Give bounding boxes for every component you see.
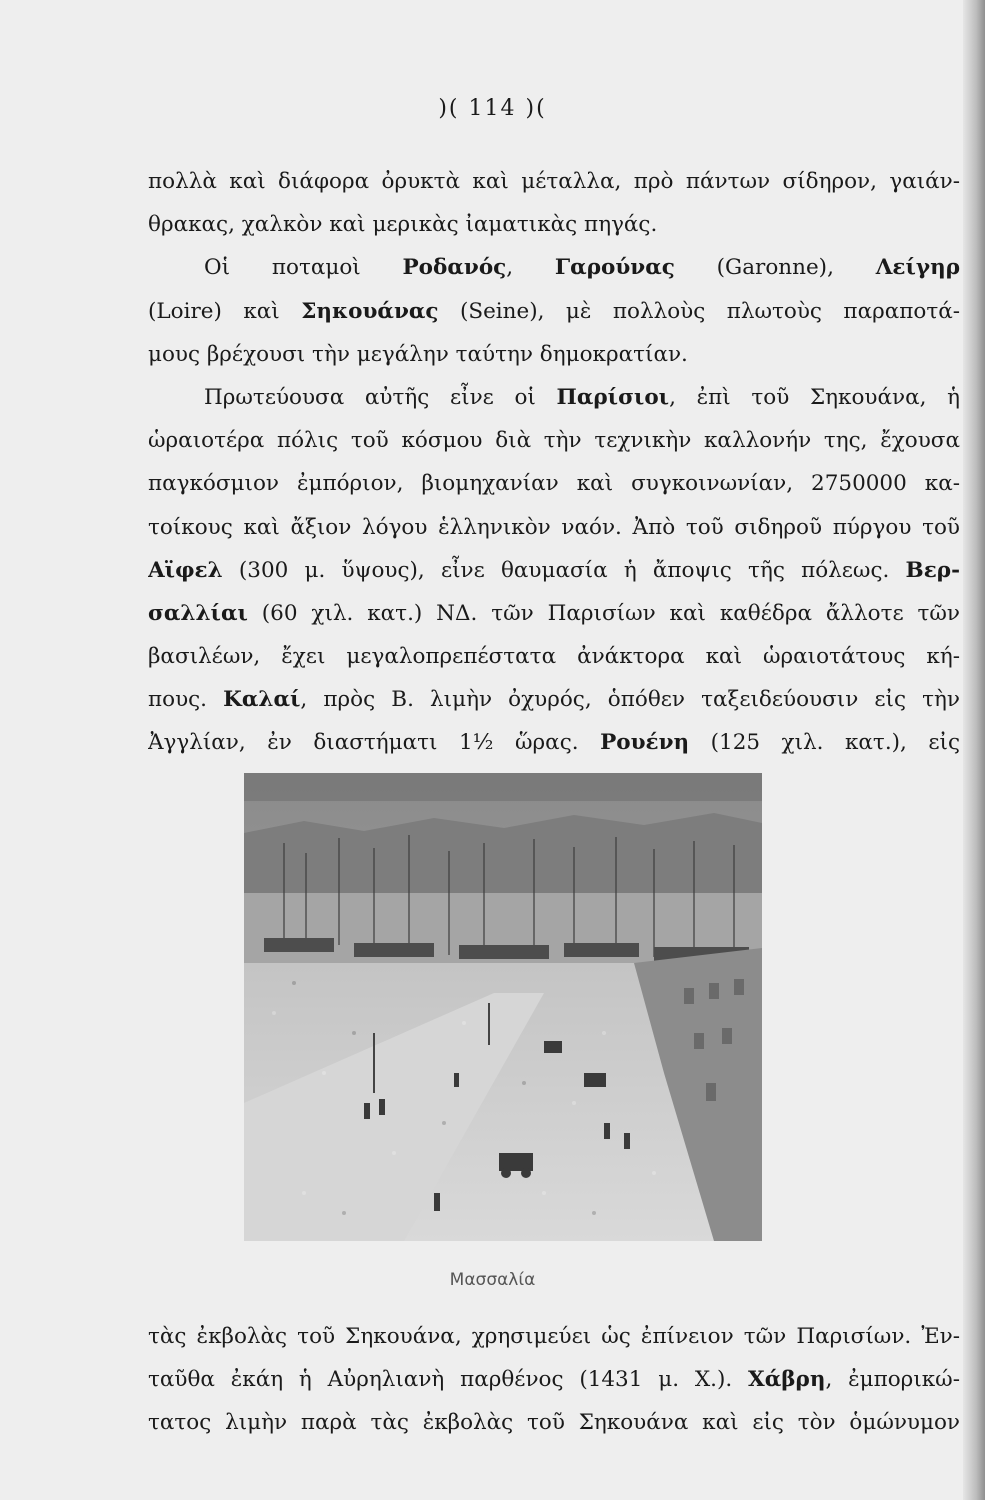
bold-term: Γαρούνας xyxy=(554,255,675,281)
text-line xyxy=(148,1401,960,1444)
text-run: βασιλέων, ἔχει μεγαλοπρεπέστατα ἀνάκτορα καὶ ὡραιοτάτους κή- xyxy=(148,644,960,670)
text-run: (Loire) καὶ xyxy=(148,298,302,324)
text-line xyxy=(148,246,960,289)
text-line xyxy=(148,290,960,333)
text-run: , xyxy=(506,255,555,281)
harbour-scene-image xyxy=(244,773,762,1241)
text-run: Πρωτεύουσα αὐτῆς εἶνε οἱ xyxy=(204,384,557,410)
text-run: πους. xyxy=(148,687,224,713)
text-run: (Seine), μὲ πολλοὺς πλωτοὺς παραποτά- xyxy=(438,298,960,324)
text-line xyxy=(148,462,960,505)
text-line xyxy=(148,506,960,549)
bold-term: Ροδανός xyxy=(402,255,507,281)
text-run: παγκόσμιον ἐμπόριον, βιομηχανίαν καὶ συγκοινωνίαν, 2750000 κα- xyxy=(148,471,960,497)
bold-term: Λείγηρ xyxy=(875,255,960,281)
text-run: , πρὸς Β. λιμὴν ὀχυρός, ὁπόθεν ταξειδεύουσιν εἰς τὴν xyxy=(300,687,960,713)
bold-term: Αϊφελ xyxy=(148,557,223,583)
text-line xyxy=(148,549,960,592)
text-line xyxy=(148,419,960,462)
marseille-photograph xyxy=(244,773,762,1241)
text-line xyxy=(148,160,960,203)
text-line xyxy=(148,592,960,635)
text-run: Ἀγγλίαν, ἐν διαστήματι 1½ ὥρας. xyxy=(148,730,601,756)
text-run: ὡραιοτέρα πόλις τοῦ κόσμου διὰ τὴν τεχνικὴν καλλονήν της, ἔχουσα xyxy=(148,428,960,454)
text-run: θρακας, χαλκὸν καὶ μερικὰς ἰαματικὰς πηγάς. xyxy=(148,212,658,238)
text-run: (Garonne), xyxy=(674,255,876,281)
text-line xyxy=(148,678,960,721)
text-run: (60 χιλ. κατ.) ΝΔ. τῶν Παρισίων καὶ καθέδρα ἄλλοτε τῶν xyxy=(247,600,960,626)
text-block-bottom xyxy=(148,1315,960,1445)
text-line xyxy=(148,333,960,376)
bold-term: σαλλίαι xyxy=(148,600,248,626)
text-run: μους βρέχουσι τὴν μεγάλην ταύτην δημοκρατίαν. xyxy=(148,341,688,367)
text-line xyxy=(148,1358,960,1401)
text-run: Οἱ ποταμοὶ xyxy=(204,255,403,281)
text-line xyxy=(148,635,960,678)
text-run: (125 χιλ. κατ.), εἰς xyxy=(689,730,960,756)
bold-term: Παρίσιοι xyxy=(556,384,670,410)
text-line xyxy=(148,1315,960,1358)
bold-term: Χάβρη xyxy=(748,1367,826,1393)
text-line xyxy=(148,376,960,419)
text-block-top xyxy=(148,160,960,765)
figure-caption: Μασσαλία xyxy=(449,1270,536,1290)
text-run: τοίκους καὶ ἄξιον λόγου ἑλληνικὸν ναόν. Ἀπὸ τοῦ σιδηροῦ πύργου τοῦ xyxy=(148,514,960,540)
text-line xyxy=(148,721,960,764)
text-run: τατος λιμὴν παρὰ τὰς ἐκβολὰς τοῦ Σηκουάνα καὶ εἰς τὸν ὁμώνυμον xyxy=(148,1410,960,1436)
text-run: τὰς ἐκβολὰς τοῦ Σηκουάνα, χρησιμεύει ὡς ἐπίνειον τῶν Παρισίων. Ἐν- xyxy=(148,1324,960,1349)
bold-term: Ρουένη xyxy=(600,730,690,756)
text-run: , ἐμπορικώ- xyxy=(825,1367,960,1393)
page-number: )( 114 )( xyxy=(438,96,547,121)
text-line xyxy=(148,203,960,246)
bold-term: Καλαί xyxy=(223,687,301,713)
text-run: πολλὰ καὶ διάφορα ὀρυκτὰ καὶ μέταλλα, πρὸ πάντων σίδηρον, γαιάν- xyxy=(148,169,960,194)
bold-term: Σηκουάνας xyxy=(301,298,439,324)
text-run: (300 μ. ὕψους), εἶνε θαυμασία ἡ ἄποψις τῆς πόλεως. xyxy=(222,557,906,583)
bold-term: Βερ- xyxy=(905,557,960,583)
text-run: ταῦθα ἐκάη ἡ Αὐρηλιανὴ παρθένος (1431 μ. Χ.). xyxy=(148,1367,749,1393)
text-run: , ἐπὶ τοῦ Σηκουάνα, ἡ xyxy=(669,384,960,410)
